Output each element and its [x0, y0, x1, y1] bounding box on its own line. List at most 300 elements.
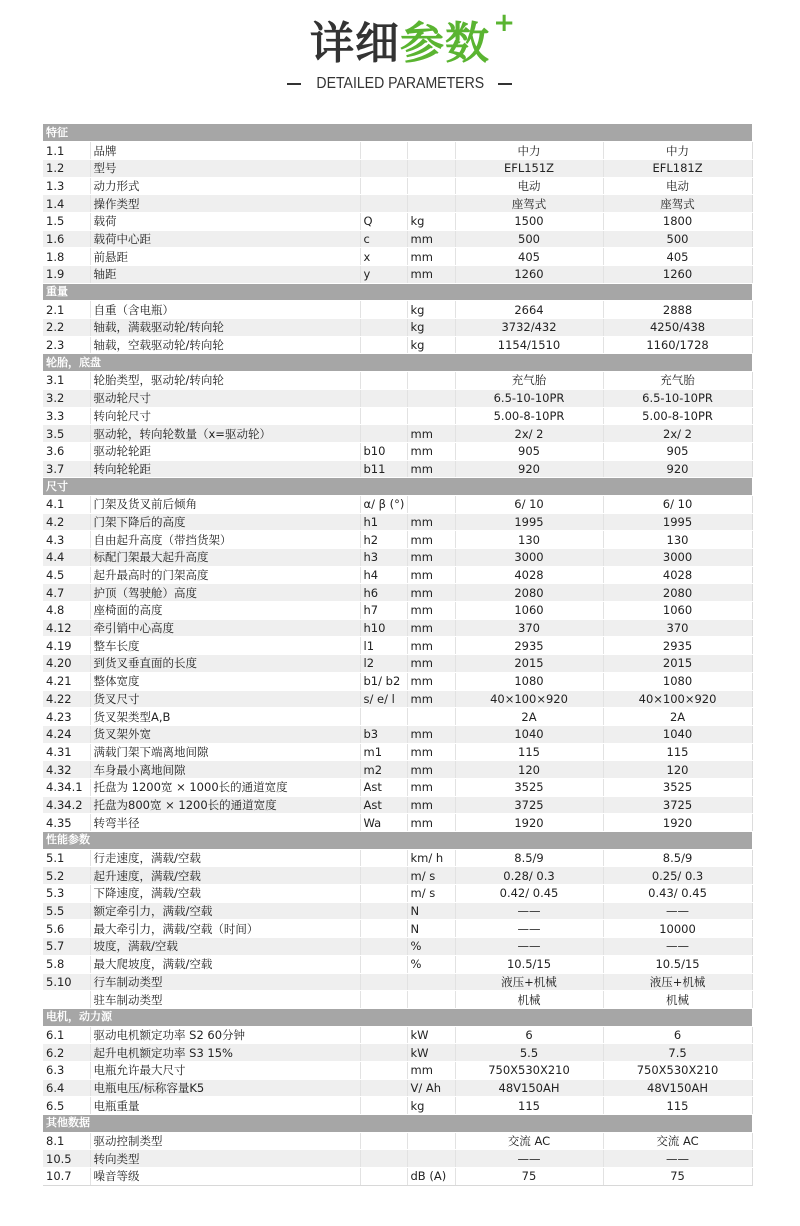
- parameter-symbol: Wa: [360, 814, 407, 832]
- model-1-value: 905: [455, 442, 603, 460]
- model-1-value: 3732/432: [455, 319, 603, 337]
- model-2-value: 405: [603, 248, 752, 266]
- model-2-value: 1040: [603, 725, 752, 743]
- parameter-unit: mm: [407, 690, 455, 708]
- model-1-value: ——: [455, 902, 603, 920]
- row-number: 4.19: [43, 637, 90, 655]
- parameter-name: 额定牵引力，满载/空载: [90, 902, 360, 920]
- parameter-name: 下降速度，满载/空载: [90, 885, 360, 903]
- parameter-name: 前悬距: [90, 248, 360, 266]
- table-row: [43, 814, 752, 832]
- parameter-unit: mm: [407, 248, 455, 266]
- model-1-value: 130: [455, 531, 603, 549]
- model-2-value: 3000: [603, 549, 752, 567]
- row-number: 5.6: [43, 920, 90, 938]
- parameter-name: 起升电机额定功率 S3 15%: [90, 1044, 360, 1062]
- model-2-value: 370: [603, 619, 752, 637]
- parameter-name: 转弯半径: [90, 814, 360, 832]
- row-number: 6.3: [43, 1061, 90, 1079]
- parameters-table: [43, 124, 753, 1186]
- parameter-name: 转向类型: [90, 1150, 360, 1168]
- parameter-unit: mm: [407, 266, 455, 284]
- parameter-unit: mm: [407, 602, 455, 620]
- row-number: 6.2: [43, 1044, 90, 1062]
- parameter-symbol: [360, 195, 407, 213]
- table-row: [43, 991, 752, 1009]
- parameter-unit: mm: [407, 531, 455, 549]
- parameter-name: 门架及货叉前后倾角: [90, 495, 360, 513]
- parameter-symbol: b10: [360, 442, 407, 460]
- parameter-name: 轴距: [90, 266, 360, 284]
- subtitle-right-divider: [498, 83, 512, 85]
- parameter-unit: kg: [407, 1097, 455, 1115]
- parameter-name: 整体宽度: [90, 672, 360, 690]
- row-number: [43, 991, 90, 1009]
- model-1-value: 机械: [455, 991, 603, 1009]
- parameter-symbol: c: [360, 230, 407, 248]
- row-number: 6.1: [43, 1026, 90, 1044]
- row-number: 5.8: [43, 955, 90, 973]
- parameter-unit: [407, 159, 455, 177]
- model-1-value: 1260: [455, 266, 603, 284]
- model-1-value: 6: [455, 1026, 603, 1044]
- row-number: 1.9: [43, 266, 90, 284]
- parameter-name: 行走速度，满载/空载: [90, 849, 360, 867]
- parameter-unit: mm: [407, 796, 455, 814]
- model-1-value: 3525: [455, 778, 603, 796]
- model-1-value: 40×100×920: [455, 690, 603, 708]
- table-row: [43, 566, 752, 584]
- model-2-value: 6.5-10-10PR: [603, 389, 752, 407]
- parameter-unit: [407, 195, 455, 213]
- model-1-value: 1154/1510: [455, 336, 603, 354]
- table-row: [43, 212, 752, 230]
- model-2-value: 0.43/ 0.45: [603, 885, 752, 903]
- table-row: [43, 725, 752, 743]
- table-row: [43, 407, 752, 425]
- parameter-name: 货叉架外宽: [90, 725, 360, 743]
- parameter-unit: [407, 177, 455, 195]
- parameter-unit: mm: [407, 814, 455, 832]
- parameter-name: 驻车制动类型: [90, 991, 360, 1009]
- model-2-value: 机械: [603, 991, 752, 1009]
- table-row: [43, 372, 752, 390]
- table-row: [43, 159, 752, 177]
- model-2-value: 1260: [603, 266, 752, 284]
- section-header: [43, 124, 752, 142]
- parameter-symbol: [360, 885, 407, 903]
- parameter-symbol: [360, 1132, 407, 1150]
- parameter-name: 载荷: [90, 212, 360, 230]
- subtitle-left-divider: [287, 83, 301, 85]
- parameter-unit: [407, 973, 455, 991]
- parameter-unit: [407, 389, 455, 407]
- parameter-unit: mm: [407, 584, 455, 602]
- parameter-name: 座椅面的高度: [90, 602, 360, 620]
- model-2-value: 液压+机械: [603, 973, 752, 991]
- model-1-value: 405: [455, 248, 603, 266]
- model-1-value: 4028: [455, 566, 603, 584]
- row-number: 4.32: [43, 761, 90, 779]
- parameter-symbol: h6: [360, 584, 407, 602]
- parameter-name: 驱动轮尺寸: [90, 389, 360, 407]
- model-1-value: 6.5-10-10PR: [455, 389, 603, 407]
- parameter-symbol: α/ β (°): [360, 495, 407, 513]
- parameter-name: 自由起升高度（带挡货架）: [90, 531, 360, 549]
- parameter-unit: [407, 372, 455, 390]
- table-row: [43, 142, 752, 160]
- row-number: 1.3: [43, 177, 90, 195]
- parameter-unit: mm: [407, 230, 455, 248]
- section-header: [43, 478, 752, 496]
- table-row: [43, 902, 752, 920]
- row-number: 10.7: [43, 1168, 90, 1186]
- model-2-value: 0.25/ 0.3: [603, 867, 752, 885]
- row-number: 8.1: [43, 1132, 90, 1150]
- row-number: 4.1: [43, 495, 90, 513]
- parameter-name: 动力形式: [90, 177, 360, 195]
- table-row: [43, 230, 752, 248]
- row-number: 4.4: [43, 549, 90, 567]
- parameter-unit: mm: [407, 725, 455, 743]
- model-1-value: 750X530X210: [455, 1061, 603, 1079]
- table-row: [43, 442, 752, 460]
- parameter-symbol: h2: [360, 531, 407, 549]
- row-number: 5.5: [43, 902, 90, 920]
- row-number: 3.6: [43, 442, 90, 460]
- parameter-name: 自重（含电瓶）: [90, 301, 360, 319]
- table-row: [43, 1150, 752, 1168]
- parameter-name: 转向轮轮距: [90, 460, 360, 478]
- parameter-unit: mm: [407, 442, 455, 460]
- row-number: 4.23: [43, 708, 90, 726]
- parameter-name: 货叉尺寸: [90, 690, 360, 708]
- model-2-value: 500: [603, 230, 752, 248]
- model-1-value: 2664: [455, 301, 603, 319]
- table-row: [43, 177, 752, 195]
- model-1-value: 5.00-8-10PR: [455, 407, 603, 425]
- parameter-name: 牵引销中心高度: [90, 619, 360, 637]
- parameter-symbol: [360, 1079, 407, 1097]
- parameter-name: 托盘为 1200宽 × 1000长的通道宽度: [90, 778, 360, 796]
- table-row: [43, 619, 752, 637]
- parameter-unit: kW: [407, 1044, 455, 1062]
- model-1-value: 1500: [455, 212, 603, 230]
- model-1-value: 0.28/ 0.3: [455, 867, 603, 885]
- table-row: [43, 1079, 752, 1097]
- parameter-unit: m/ s: [407, 867, 455, 885]
- row-number: 6.4: [43, 1079, 90, 1097]
- model-1-value: 中力: [455, 142, 603, 160]
- row-number: 3.2: [43, 389, 90, 407]
- row-number: 1.6: [43, 230, 90, 248]
- parameter-symbol: [360, 708, 407, 726]
- parameter-unit: kg: [407, 212, 455, 230]
- model-2-value: 充气胎: [603, 372, 752, 390]
- model-1-value: 0.42/ 0.45: [455, 885, 603, 903]
- parameter-symbol: l2: [360, 655, 407, 673]
- table-row: [43, 672, 752, 690]
- parameter-unit: mm: [407, 655, 455, 673]
- section-title: 电机，动力源: [43, 1008, 752, 1026]
- parameter-name: 驱动控制类型: [90, 1132, 360, 1150]
- model-1-value: 2x/ 2: [455, 425, 603, 443]
- model-2-value: 115: [603, 743, 752, 761]
- table-row: [43, 495, 752, 513]
- model-1-value: 75: [455, 1168, 603, 1186]
- row-number: 2.3: [43, 336, 90, 354]
- parameter-name: 门架下降后的高度: [90, 513, 360, 531]
- parameter-unit: kW: [407, 1026, 455, 1044]
- row-number: 4.12: [43, 619, 90, 637]
- parameter-unit: mm: [407, 425, 455, 443]
- parameter-symbol: h1: [360, 513, 407, 531]
- parameter-symbol: [360, 867, 407, 885]
- model-2-value: 3725: [603, 796, 752, 814]
- table-row: [43, 549, 752, 567]
- model-2-value: 1995: [603, 513, 752, 531]
- model-1-value: 充气胎: [455, 372, 603, 390]
- model-1-value: 座驾式: [455, 195, 603, 213]
- section-header: [43, 1008, 752, 1026]
- row-number: 10.5: [43, 1150, 90, 1168]
- row-number: 1.8: [43, 248, 90, 266]
- parameter-unit: mm: [407, 1061, 455, 1079]
- parameter-name: 整车长度: [90, 637, 360, 655]
- parameter-symbol: h10: [360, 619, 407, 637]
- parameter-unit: [407, 142, 455, 160]
- table-row: [43, 938, 752, 956]
- table-row: [43, 336, 752, 354]
- row-number: 2.1: [43, 301, 90, 319]
- section-title: 其他数据: [43, 1115, 752, 1133]
- parameter-unit: mm: [407, 566, 455, 584]
- model-2-value: 交流 AC: [603, 1132, 752, 1150]
- model-2-value: 2888: [603, 301, 752, 319]
- parameter-symbol: m2: [360, 761, 407, 779]
- parameter-name: 最大爬坡度，满载/空载: [90, 955, 360, 973]
- parameters-table-body: [43, 124, 752, 1185]
- parameter-name: 起升速度，满载/空载: [90, 867, 360, 885]
- model-2-value: 750X530X210: [603, 1061, 752, 1079]
- table-row: [43, 743, 752, 761]
- parameter-symbol: Q: [360, 212, 407, 230]
- row-number: 5.1: [43, 849, 90, 867]
- page-title: [0, 8, 800, 74]
- parameter-name: 到货叉垂直面的长度: [90, 655, 360, 673]
- parameter-name: 型号: [90, 159, 360, 177]
- parameter-unit: [407, 708, 455, 726]
- table-row: [43, 885, 752, 903]
- model-1-value: 液压+机械: [455, 973, 603, 991]
- table-row: [43, 867, 752, 885]
- table-row: [43, 584, 752, 602]
- model-2-value: 2935: [603, 637, 752, 655]
- row-number: 4.35: [43, 814, 90, 832]
- model-2-value: 4250/438: [603, 319, 752, 337]
- model-1-value: 电动: [455, 177, 603, 195]
- parameter-symbol: [360, 159, 407, 177]
- parameter-name: 操作类型: [90, 195, 360, 213]
- parameter-symbol: s/ e/ l: [360, 690, 407, 708]
- parameter-name: 托盘为800宽 × 1200长的通道宽度: [90, 796, 360, 814]
- table-row: [43, 955, 752, 973]
- model-2-value: 1920: [603, 814, 752, 832]
- table-row: [43, 1097, 752, 1115]
- parameter-symbol: [360, 301, 407, 319]
- table-row: [43, 425, 752, 443]
- parameter-symbol: Ast: [360, 796, 407, 814]
- table-row: [43, 778, 752, 796]
- model-2-value: 3525: [603, 778, 752, 796]
- row-number: 1.1: [43, 142, 90, 160]
- parameter-unit: dB (A): [407, 1168, 455, 1186]
- model-2-value: 5.00-8-10PR: [603, 407, 752, 425]
- row-number: 4.31: [43, 743, 90, 761]
- parameter-symbol: h3: [360, 549, 407, 567]
- model-2-value: 1800: [603, 212, 752, 230]
- table-row: [43, 195, 752, 213]
- table-row: [43, 1061, 752, 1079]
- row-number: 5.10: [43, 973, 90, 991]
- model-1-value: 115: [455, 1097, 603, 1115]
- parameter-name: 标配门架最大起升高度: [90, 549, 360, 567]
- model-2-value: 1160/1728: [603, 336, 752, 354]
- model-2-value: 座驾式: [603, 195, 752, 213]
- parameter-symbol: y: [360, 266, 407, 284]
- parameter-unit: mm: [407, 637, 455, 655]
- parameter-unit: %: [407, 955, 455, 973]
- parameter-unit: mm: [407, 460, 455, 478]
- parameter-name: 电瓶允许最大尺寸: [90, 1061, 360, 1079]
- row-number: 4.21: [43, 672, 90, 690]
- parameter-symbol: [360, 1097, 407, 1115]
- parameter-name: 货叉架类型A,B: [90, 708, 360, 726]
- parameter-symbol: [360, 849, 407, 867]
- parameter-name: 坡度，满载/空载: [90, 938, 360, 956]
- parameter-name: 满载门架下端离地间隙: [90, 743, 360, 761]
- row-number: 4.34.2: [43, 796, 90, 814]
- model-2-value: 2015: [603, 655, 752, 673]
- table-row: [43, 849, 752, 867]
- parameter-symbol: x: [360, 248, 407, 266]
- parameter-symbol: [360, 1026, 407, 1044]
- table-row: [43, 602, 752, 620]
- row-number: 4.2: [43, 513, 90, 531]
- model-2-value: 40×100×920: [603, 690, 752, 708]
- model-2-value: 8.5/9: [603, 849, 752, 867]
- parameter-symbol: [360, 938, 407, 956]
- model-1-value: 2015: [455, 655, 603, 673]
- section-title: 重量: [43, 283, 752, 301]
- parameter-symbol: [360, 336, 407, 354]
- model-2-value: ——: [603, 938, 752, 956]
- parameter-name: 轮胎类型，驱动轮/转向轮: [90, 372, 360, 390]
- plus-icon: +: [493, 8, 516, 38]
- parameter-unit: mm: [407, 619, 455, 637]
- row-number: 1.4: [43, 195, 90, 213]
- model-1-value: 2A: [455, 708, 603, 726]
- model-2-value: 4028: [603, 566, 752, 584]
- model-1-value: ——: [455, 1150, 603, 1168]
- parameter-unit: [407, 495, 455, 513]
- parameter-name: 电瓶重量: [90, 1097, 360, 1115]
- section-header: [43, 832, 752, 850]
- row-number: 1.2: [43, 159, 90, 177]
- model-1-value: 115: [455, 743, 603, 761]
- model-2-value: 2A: [603, 708, 752, 726]
- parameter-name: 驱动轮轮距: [90, 442, 360, 460]
- section-title: 性能参数: [43, 832, 752, 850]
- table-row: [43, 761, 752, 779]
- parameter-symbol: b1/ b2: [360, 672, 407, 690]
- model-1-value: ——: [455, 920, 603, 938]
- model-1-value: 6/ 10: [455, 495, 603, 513]
- model-2-value: 48V150AH: [603, 1079, 752, 1097]
- subtitle-text: DETAILED PARAMETERS: [316, 75, 484, 92]
- table-row: [43, 690, 752, 708]
- parameter-unit: %: [407, 938, 455, 956]
- row-number: 5.3: [43, 885, 90, 903]
- parameter-symbol: [360, 142, 407, 160]
- table-row: [43, 248, 752, 266]
- model-2-value: 6/ 10: [603, 495, 752, 513]
- parameter-symbol: [360, 1150, 407, 1168]
- parameter-name: 护顶（驾驶舱）高度: [90, 584, 360, 602]
- table-row: [43, 1132, 752, 1150]
- section-title: 尺寸: [43, 478, 752, 496]
- parameter-unit: m/ s: [407, 885, 455, 903]
- model-2-value: 2x/ 2: [603, 425, 752, 443]
- parameter-name: 最大牵引力，满载/空载（时间）: [90, 920, 360, 938]
- parameter-unit: kg: [407, 301, 455, 319]
- parameter-unit: V/ Ah: [407, 1079, 455, 1097]
- model-2-value: 75: [603, 1168, 752, 1186]
- model-2-value: 中力: [603, 142, 752, 160]
- model-1-value: 1080: [455, 672, 603, 690]
- model-2-value: 7.5: [603, 1044, 752, 1062]
- parameter-unit: kg: [407, 336, 455, 354]
- model-1-value: 10.5/15: [455, 955, 603, 973]
- model-1-value: 48V150AH: [455, 1079, 603, 1097]
- row-number: 4.3: [43, 531, 90, 549]
- model-2-value: EFL181Z: [603, 159, 752, 177]
- model-2-value: 6: [603, 1026, 752, 1044]
- model-2-value: 电动: [603, 177, 752, 195]
- table-row: [43, 1026, 752, 1044]
- parameter-symbol: h7: [360, 602, 407, 620]
- parameter-name: 驱动电机额定功率 S2 60分钟: [90, 1026, 360, 1044]
- model-1-value: 2080: [455, 584, 603, 602]
- table-row: [43, 319, 752, 337]
- row-number: 4.5: [43, 566, 90, 584]
- model-1-value: 1920: [455, 814, 603, 832]
- parameter-unit: [407, 407, 455, 425]
- model-1-value: 920: [455, 460, 603, 478]
- parameter-unit: km/ h: [407, 849, 455, 867]
- page-subtitle: [0, 72, 800, 96]
- row-number: 4.34.1: [43, 778, 90, 796]
- table-row: [43, 460, 752, 478]
- parameter-name: 轴载，空载驱动轮/转向轮: [90, 336, 360, 354]
- parameter-unit: kg: [407, 319, 455, 337]
- parameter-name: 转向轮尺寸: [90, 407, 360, 425]
- parameter-symbol: [360, 372, 407, 390]
- table-row: [43, 920, 752, 938]
- model-2-value: 120: [603, 761, 752, 779]
- model-1-value: 交流 AC: [455, 1132, 603, 1150]
- row-number: 5.2: [43, 867, 90, 885]
